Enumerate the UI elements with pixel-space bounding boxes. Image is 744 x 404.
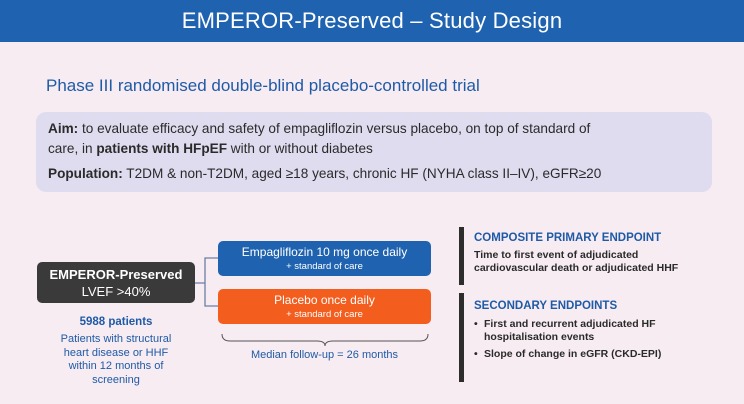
- secondary-endpoint-heading: SECONDARY ENDPOINTS: [474, 300, 618, 312]
- aim-text-2-start: care, in: [48, 141, 97, 156]
- patients-desc-line-1: Patients with structural: [60, 333, 172, 345]
- trial-subtitle: Phase III randomised double-blind placebo-controlled trial: [46, 76, 480, 95]
- patients-desc-line-3: within 12 months of: [68, 360, 164, 372]
- bullet-icon: •: [474, 318, 478, 330]
- placebo-arm-sub: + standard of care: [286, 309, 363, 320]
- empagliflozin-arm: [218, 241, 431, 276]
- aim-label: Aim:: [48, 121, 79, 136]
- secondary-endpoint-2: Slope of change in eGFR (CKD-EPI): [484, 348, 662, 360]
- patients-desc-line-2: heart disease or HHF: [63, 346, 169, 359]
- primary-endpoint-bar: [459, 227, 464, 285]
- empagliflozin-arm-sub: + standard of care: [286, 261, 363, 272]
- randomisation-connector: [195, 258, 218, 306]
- primary-endpoint-heading: COMPOSITE PRIMARY ENDPOINT: [474, 232, 662, 244]
- empagliflozin-arm-title: Empagliflozin 10 mg once daily: [241, 245, 408, 259]
- patients-count: 5988 patients: [79, 316, 153, 328]
- placebo-arm-title: Placebo once daily: [274, 293, 375, 307]
- aim-text-2-bold: patients with HFpEF: [96, 141, 228, 156]
- trial-criterion: LVEF >40%: [81, 284, 151, 299]
- trial-name: EMPEROR-Preserved: [49, 267, 183, 282]
- followup-bracket: [222, 334, 428, 346]
- aim-text-2-end: with or without diabetes: [227, 141, 373, 156]
- population-label: Population:: [48, 166, 123, 181]
- aim-text-1: to evaluate efficacy and safety of empagliflozin versus placebo, on top of standard of: [82, 121, 591, 136]
- placebo-arm: [218, 289, 431, 324]
- secondary-endpoint-bar: [459, 293, 464, 382]
- secondary-endpoint-1: First and recurrent adjudicated HF hospitalisation events: [484, 318, 656, 343]
- bullet-icon: •: [474, 348, 478, 360]
- patients-description: [37, 333, 195, 387]
- slide-title: EMPEROR-Preserved – Study Design: [181, 8, 563, 33]
- followup-text: Median follow-up = 26 months: [250, 349, 399, 361]
- trial-box: [37, 262, 195, 303]
- patients-desc-line-4: screening: [92, 373, 140, 386]
- population-text: T2DM & non-T2DM, aged ≥18 years, chronic HF (NYHA class II–IV), eGFR≥20: [126, 166, 602, 181]
- primary-endpoint-text: Time to first event of adjudicated cardiovascular death or adjudicated HHF: [474, 249, 679, 274]
